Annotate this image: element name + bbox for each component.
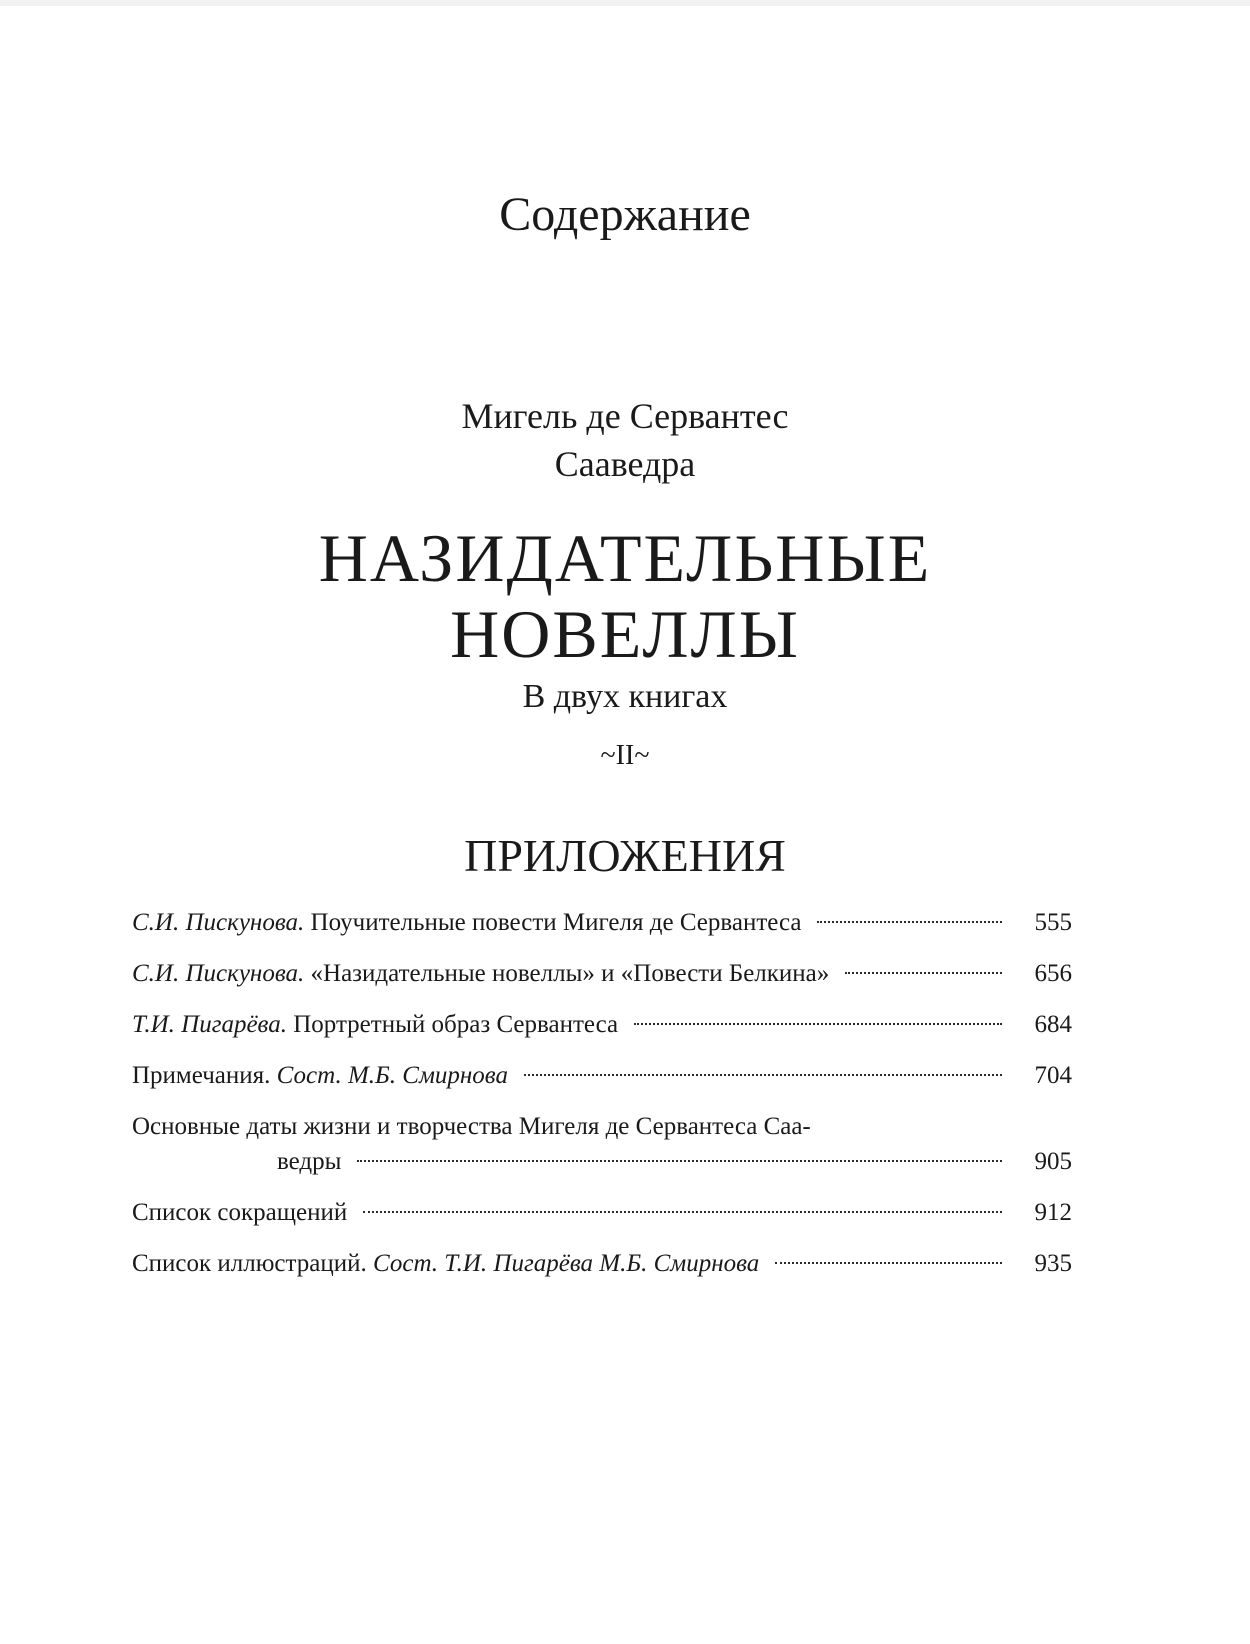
toc-entry-title: Поучительные повести Мигеля де Сервантеса [304, 909, 802, 936]
dot-leader [845, 972, 1002, 974]
toc-entry-author: С.И. Пискунова. [132, 960, 305, 987]
toc-page-number: 912 [1034, 1199, 1072, 1226]
dot-leader [357, 1160, 1002, 1162]
dot-leader [524, 1074, 1002, 1076]
toc-page-number: 704 [1034, 1062, 1072, 1089]
book-title-line-1: НАЗИДАТЕЛЬНЫЕ [318, 520, 932, 596]
toc-entry[interactable] [132, 1006, 1072, 1057]
toc-entry[interactable] [132, 1108, 1072, 1194]
toc-page-number: 905 [1034, 1148, 1072, 1175]
toc-entry-author: Т.И. Пигарёва. [132, 1011, 287, 1038]
toc-page-number: 555 [1034, 909, 1072, 936]
page-title: Содержание [499, 188, 751, 241]
toc-entry-text [132, 904, 801, 942]
toc-entry-text [132, 1057, 508, 1095]
toc-entry-title-line-2: ведры [277, 1148, 342, 1175]
toc-page-number: 656 [1034, 960, 1072, 987]
toc-entry[interactable] [132, 1057, 1072, 1108]
toc-entry-title: Список иллюстраций. [132, 1250, 373, 1277]
toc-entry[interactable] [132, 904, 1072, 955]
table-of-contents [132, 904, 1072, 1296]
dot-leader [817, 921, 1002, 923]
book-title [0, 520, 1250, 672]
toc-entry[interactable] [132, 955, 1072, 1006]
volume-marker: ~II~ [600, 740, 650, 771]
toc-entry-text [132, 1006, 618, 1044]
section-heading: ПРИЛОЖЕНИЯ [464, 830, 786, 881]
author-line-1: Мигель де Сервантес [461, 396, 789, 436]
toc-entry[interactable] [132, 1194, 1072, 1245]
toc-entry-text [132, 1245, 759, 1283]
author-line-2: Сааведра [554, 444, 696, 484]
book-title-line-2: НОВЕЛЛЫ [450, 596, 800, 672]
toc-page-number: 684 [1034, 1011, 1072, 1038]
toc-entry-title-line-1: Основные даты жизни и творчества Мигеля де Сервантеса Саа- [132, 1113, 811, 1140]
dot-leader [634, 1023, 1002, 1025]
toc-entry-author: С.И. Пискунова. [132, 909, 305, 936]
toc-entry[interactable] [132, 1245, 1072, 1296]
toc-page-number: 935 [1034, 1250, 1072, 1277]
toc-entry-title: Портретный образ Сервантеса [286, 1011, 619, 1038]
book-subtitle: В двух книгах [522, 678, 728, 715]
top-border-strip [0, 0, 1250, 6]
toc-entry-title: «Назидательные новеллы» и «Повести Белкина» [304, 960, 830, 987]
toc-entry-compiler: Сост. М.Б. Смирнова [276, 1062, 508, 1089]
dot-leader [363, 1211, 1002, 1213]
toc-entry-title: Примечания. [132, 1062, 277, 1089]
book-author [0, 392, 1250, 488]
toc-entry-text [132, 955, 829, 993]
toc-entry-title: Список сокращений [132, 1199, 348, 1226]
toc-entry-compiler: Сост. Т.И. Пигарёва М.Б. Смирнова [373, 1250, 760, 1277]
dot-leader [775, 1262, 1002, 1264]
